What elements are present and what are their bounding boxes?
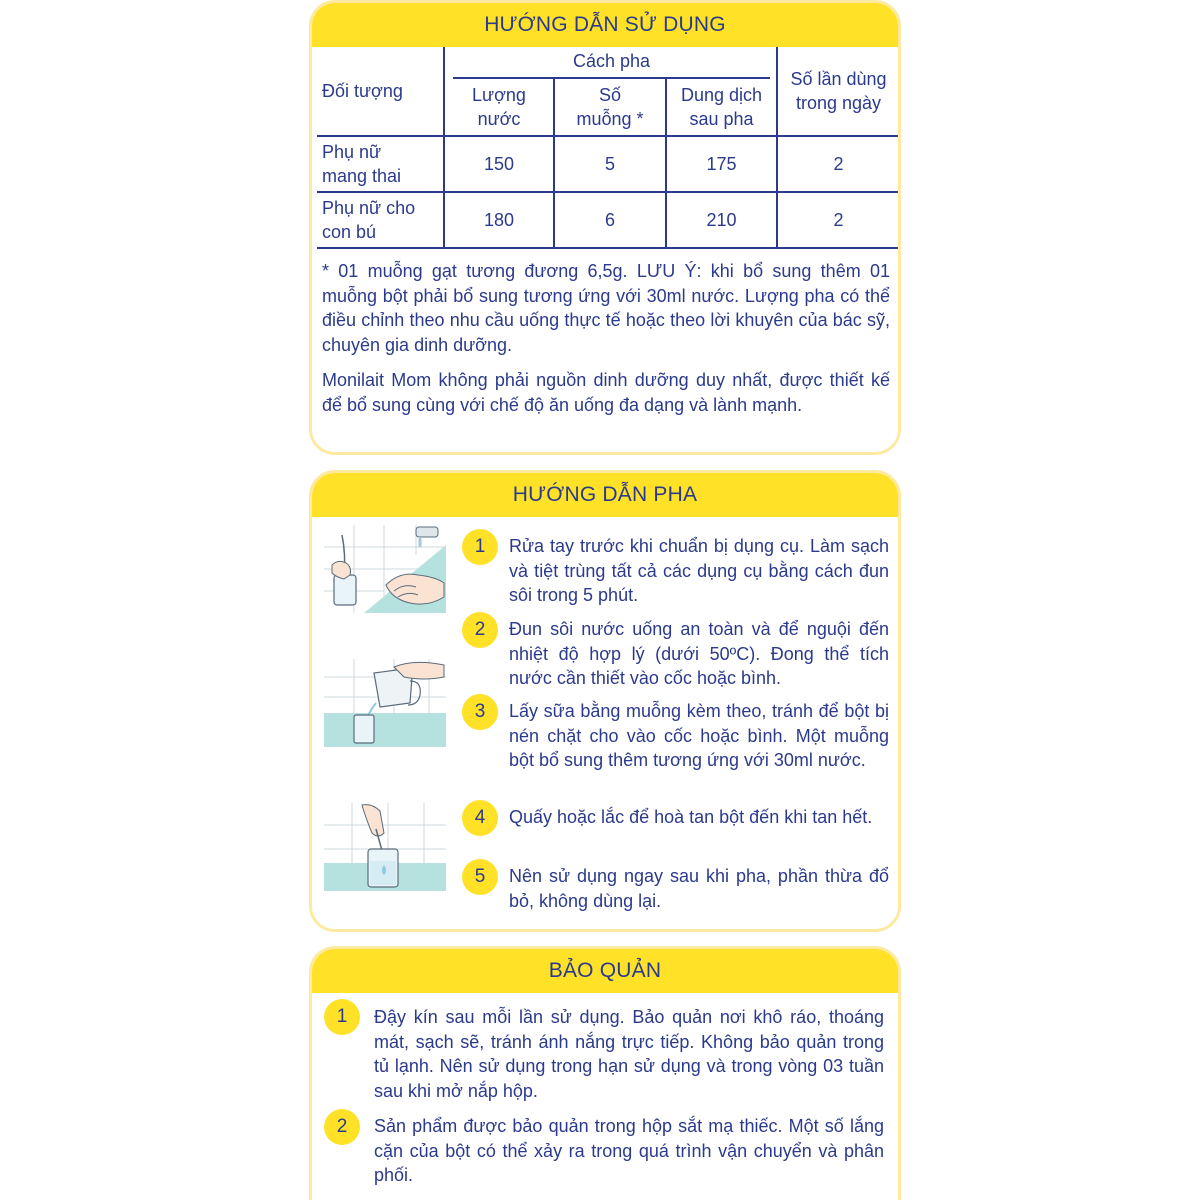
hand-washing-illustration xyxy=(324,525,446,613)
storage-title: BẢO QUẢN xyxy=(312,949,898,993)
step-number-4: 4 xyxy=(462,800,498,836)
step-text-3: Lấy sữa bằng muỗng kèm theo, tránh để bột bị nén chặt cho vào cốc hoặc bình. Một muỗng bột bổ sung thêm tương ứng với 30ml nước. xyxy=(509,701,889,770)
row-solution: 210 xyxy=(666,192,777,248)
usage-title: HƯỚNG DẪN SỬ DỤNG xyxy=(312,3,898,47)
row-solution: 175 xyxy=(666,136,777,192)
row-scoops: 6 xyxy=(554,192,666,248)
row-times: 2 xyxy=(777,192,899,248)
stirring-illustration xyxy=(324,803,446,891)
usage-card xyxy=(309,0,901,455)
step-number-5: 5 xyxy=(462,859,498,895)
table-row xyxy=(317,136,899,192)
step-text-5: Nên sử dụng ngay sau khi pha, phần thừa đổ bỏ, không dùng lại. xyxy=(509,866,889,911)
row-subject: Phụ nữ cho con bú xyxy=(317,192,444,248)
storage-text-2: Sản phẩm được bảo quản trong hộp sắt mạ thiếc. Một số lắng cặn của bột có thể xảy ra trong quá trình vận chuyển và phân phối. xyxy=(374,1116,884,1185)
prep-title: HƯỚNG DẪN PHA xyxy=(312,473,898,517)
header-water: Lượng nước xyxy=(444,79,554,136)
header-solution: Dung dịch sau pha xyxy=(666,79,777,136)
table-row xyxy=(317,192,899,248)
step-text-2: Đun sôi nước uống an toàn và để nguội đến nhiệt độ hợp lý (dưới 50ºC). Đong thể tích nước cần thiết vào cốc hoặc bình. xyxy=(509,619,889,688)
usage-table xyxy=(317,47,899,249)
step-number-1: 1 xyxy=(462,529,498,565)
step-text-4: Quấy hoặc lắc để hoà tan bột đến khi tan hết. xyxy=(509,807,873,827)
prep-card xyxy=(309,470,901,932)
row-water: 150 xyxy=(444,136,554,192)
storage-text-1: Đậy kín sau mỗi lần sử dụng. Bảo quản nơi khô ráo, thoáng mát, sạch sẽ, tránh ánh nắng trực tiếp. Không bảo quản trong tủ lạnh. Nên sử dụng trong hạn sử dụng và trong vòng 03 tuần sau khi mở nắp hộp. xyxy=(374,1007,884,1101)
step-text-1: Rửa tay trước khi chuẩn bị dụng cụ. Làm sạch và tiệt trùng tất cả các dụng cụ bằng cách đun sôi trong 5 phút. xyxy=(509,536,889,605)
row-scoops: 5 xyxy=(554,136,666,192)
storage-number-2: 2 xyxy=(324,1109,360,1145)
header-times: Số lần dùng trong ngày xyxy=(777,47,899,136)
row-times: 2 xyxy=(777,136,899,192)
row-subject: Phụ nữ mang thai xyxy=(317,136,444,192)
step-number-3: 3 xyxy=(462,694,498,730)
row-water: 180 xyxy=(444,192,554,248)
header-method: Cách pha xyxy=(444,47,777,79)
storage-card xyxy=(309,946,901,1200)
storage-number-1: 1 xyxy=(324,999,360,1035)
header-subject: Đối tượng xyxy=(317,47,444,136)
usage-note-scoop: * 01 muỗng gạt tương đương 6,5g. LƯU Ý: khi bổ sung thêm 01 muỗng bột phải bổ sung tương ứng với 30ml nước. Lượng pha có thể điều chỉnh theo nhu cầu uống thực tế hoặc theo lời khuyên của bác sỹ, chuyên gia dinh dưỡng. xyxy=(322,261,890,355)
usage-note-supplement: Monilait Mom không phải nguồn dinh dưỡng duy nhất, được thiết kế để bổ sung cùng với chế độ ăn uống đa dạng và lành mạnh. xyxy=(322,370,890,415)
step-number-2: 2 xyxy=(462,612,498,648)
pouring-water-illustration xyxy=(324,659,446,747)
header-scoops: Số muỗng * xyxy=(554,79,666,136)
